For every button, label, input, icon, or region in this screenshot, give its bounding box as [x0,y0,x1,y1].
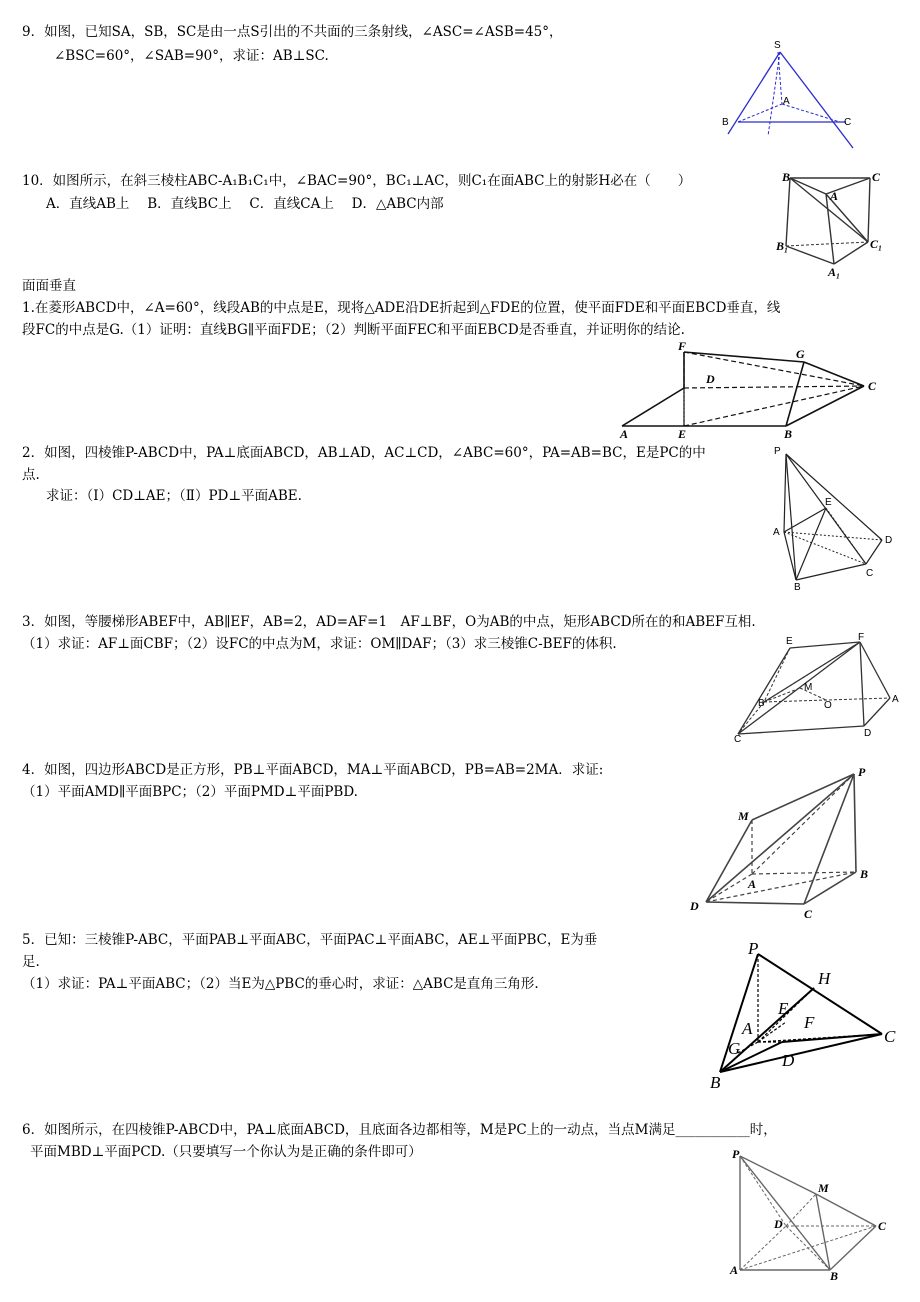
question-2-line1: 2．如图，四棱锥P-ABCD中，PA⊥底面ABCD，AB⊥AD，AC⊥CD，∠ABC=60°，PA=AB=BC，E是PC的中 [22,445,706,461]
fig-q3-label-M: M [804,682,813,693]
fig10-label-B1: B₁ [776,239,789,253]
fig-q1-label-D: D [706,372,715,386]
fig-q1-label-B: B [784,427,793,441]
figure-question-1 [616,340,886,442]
question-4-line1: 4．如图，四边形ABCD是正方形，PB⊥平面ABCD，MA⊥平面ABCD，PB=AB=2MA．求证: [22,762,604,778]
fig-q1-label-F: F [678,339,687,353]
fig-q5-label-P: P [748,939,759,958]
fig-q3-label-B: B [758,698,765,709]
figure-question-6 [726,1148,896,1282]
question-2-line2: 点. [22,467,40,483]
fig-q5-label-E: E [778,999,789,1018]
figure-question-4 [686,762,876,922]
fig9-label-A: A [783,96,790,107]
fig-q2-label-D: D [885,535,893,546]
fig-q6-label-P: P [732,1147,740,1161]
question-3-line2: （1）求证：AF⊥面CBF；（2）设FC的中点为M，求证：OM∥DAF；（3）求三棱锥C-BEF的体积. [22,636,617,652]
question-5-line2: 足. [22,954,40,970]
section-title: 面面垂直 [22,278,76,294]
fig-q6-label-M: M [818,1181,829,1195]
fig-q2-label-B: B [794,582,801,593]
fig10-label-B: B [782,170,791,184]
fig-q4-label-C: C [804,907,813,921]
fig-q2-label-A: A [773,527,780,538]
figure-problem-9 [718,36,863,154]
fig10-label-A: A [830,189,839,203]
figure-problem-10 [778,164,890,280]
fig-q5-label-H: H [818,969,831,988]
fig-q5-label-D: D [782,1051,795,1070]
fig-q1-label-E: E [678,427,687,441]
fig-q3-label-C: C [734,734,742,745]
problem-10-line1: 10．如图所示，在斜三棱柱ABC-A₁B₁C₁中，∠BAC=90°，BC₁⊥AC，则C₁在面ABC上的射影H必在（ ） [22,173,692,189]
question-6-line2: 平面MBD⊥平面PCD.（只要填写一个你认为是正确的条件即可） [30,1144,422,1160]
figure-question-5 [706,938,902,1092]
fig-q4-label-A: A [748,877,757,891]
question-2-line3: 求证：（Ⅰ）CD⊥AE；（Ⅱ）PD⊥平面ABE. [46,488,302,504]
fig9-label-B: B [722,117,729,128]
fig-q5-label-C: C [884,1027,896,1046]
fig10-label-C: C [872,170,881,184]
problem-10-options: A．直线AB上 B．直线BC上 C．直线CA上 D．△ABC内部 [46,196,444,212]
fig-q4-label-B: B [860,867,869,881]
fig-q3-label-A: A [892,694,899,705]
fig9-label-C: C [844,117,852,128]
fig-q3-label-E: E [786,636,793,647]
fig-q6-label-D: D [774,1217,783,1231]
question-4-line2: （1）平面AMD∥平面BPC；（2）平面PMD⊥平面PBD. [22,784,358,800]
fig-q2-label-P: P [774,446,781,457]
fig-q5-label-G: G [728,1039,741,1058]
fig-q6-label-B: B [830,1269,839,1283]
fig-q4-label-D: D [690,899,699,913]
fig9-label-S: S [774,40,781,51]
figure-question-2 [770,440,900,593]
problem-9-line2: ∠BSC=60°，∠SAB=90°，求证：AB⊥SC. [54,48,329,64]
fig10-label-C1: C₁ [870,237,883,251]
question-6-line1: 6．如图所示，在四棱锥P-ABCD中，PA⊥底面ABCD，且底面各边都相等，M是PC上的一动点，当点M满足___________时， [22,1122,777,1138]
fig-q3-label-D: D [864,728,872,739]
fig-q1-label-C: C [868,379,877,393]
fig-q2-label-E: E [825,497,832,508]
fig-q6-label-C: C [878,1219,887,1233]
fig-q1-label-G: G [796,347,805,361]
fig-q1-label-A: A [620,427,629,441]
fig-q5-label-B: B [710,1073,721,1092]
fig-q4-label-P: P [858,765,866,779]
fig-q3-label-F: F [858,632,865,643]
question-1-line1: 1.在菱形ABCD中，∠A=60°，线段AB的中点是E，现将△ADE沿DE折起到△FDE的位置，使平面FDE和平面EBCD垂直，线 [22,300,781,316]
question-5-line3: （1）求证：PA⊥平面ABC；（2）当E为△PBC的垂心时，求证：△ABC是直角三角形. [22,976,539,992]
fig-q3-label-O: O [824,700,832,711]
fig-q2-label-C: C [866,568,874,579]
fig-q5-label-F: F [804,1013,815,1032]
problem-9-line1: 9．如图，已知SA，SB，SC是由一点S引出的不共面的三条射线，∠ASC=∠ASB=45°， [22,24,563,40]
question-5-line1: 5．已知：三棱锥P-ABC，平面PAB⊥平面ABC，平面PAC⊥平面ABC，AE⊥平面PBC，E为垂 [22,932,598,948]
figure-question-3 [730,632,902,744]
fig10-label-A1: A₁ [828,265,841,279]
question-3-line1: 3．如图，等腰梯形ABEF中，AB∥EF，AB=2，AD=AF=1 AF⊥BF，O为AB的中点，矩形ABCD所在的和ABEF互相. [22,614,756,630]
question-1-line2: 段FC的中点是G.（1）证明：直线BG∥平面FDE；（2）判断平面FEC和平面EBCD是否垂直，并证明你的结论. [22,322,685,338]
fig-q6-label-A: A [730,1263,739,1277]
fig-q4-label-M: M [738,809,749,823]
fig-q5-label-A: A [742,1019,753,1038]
